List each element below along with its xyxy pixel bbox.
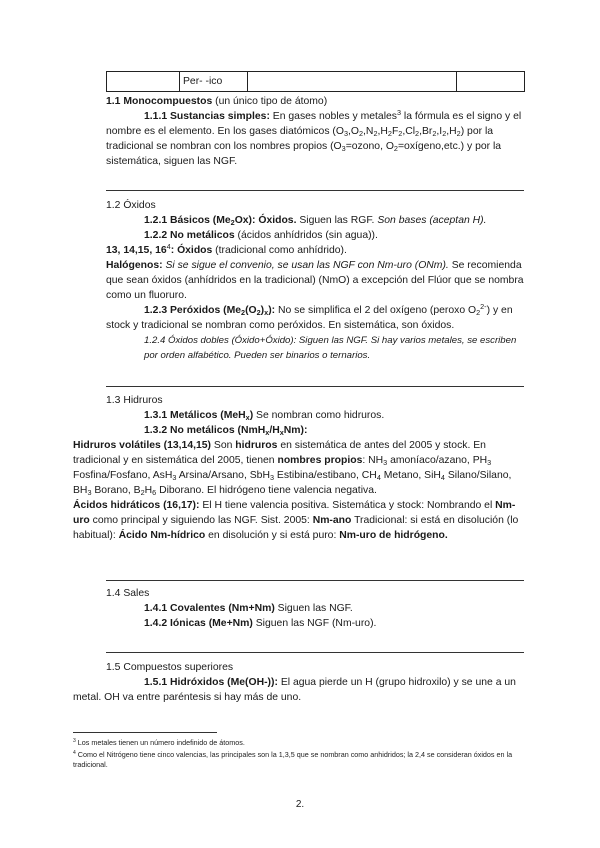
- paragraph: Hidruros volátiles (13,14,15) Son hidruros en sistemática de antes del 2005 y stock. En tradicional y en sistemática del 2005, tienen nombres propios: $NH_3$ amoníaco/azano, $PH_3$ Fosfina/Fosfano, AsH$_3$ Arsina/Arsano, SbH$_3$ Estibina/estibano, $CH_4$ Metano, SiH$_4$ Silano/Silano, $BH_3$ Borano, $B_2H_6$ Diborano. El hidrógeno tiene valencia negativa.: [73, 440, 512, 497]
- section-divider: [106, 386, 524, 387]
- paragraph: Halógenos: Si se sigue el convenio, se usan las NGF con Nm-uro (ONm). Se recomienda que sean óxidos (anhídridos en la tradicional) (NmO) a excepción del Flúor que se nombra como un fluoruro.: [106, 260, 524, 301]
- list-item: 1.4.1 Covalentes (Nm+Nm) Siguen las NGF.: [144, 603, 353, 614]
- section-1-3: [73, 393, 528, 543]
- list-item: 1.3.2 No metálicos $(NmH_x/H_xNm)$:: [144, 425, 308, 437]
- section-heading: 1.5 Compuestos superiores: [106, 662, 234, 673]
- section-1-5: [73, 660, 528, 705]
- table-divider: [456, 72, 457, 91]
- section-1-2: [106, 198, 526, 363]
- footnote-ref: 4: [166, 242, 171, 251]
- list-item: 1.2.1 Básicos $(Me_2Ox)$: Óxidos. Siguen las RGF. Son bases (aceptan H).: [144, 215, 487, 227]
- section-divider: [106, 652, 524, 653]
- paragraph: 1.5.1 Hidróxidos (Me(OH-)): El agua pierde un H (grupo hidroxilo) y se une a un metal. OH va entre paréntesis si hay más de uno.: [73, 677, 516, 703]
- paragraph: Ácidos hidráticos (16,17): El H tiene valencia positiva. Sistemática y stock: Nombrando el Nm-uro como principal y siguiendo las NGF. Sist. 2005: Nm-ano Tradicional: si está en disolución (lo habitual): Ácido Nm-hídrico en disolución y si está puro: Nm-uro de hidrógeno.: [73, 500, 519, 541]
- section-divider: [106, 580, 524, 581]
- section-heading: 1.3 Hidruros: [106, 395, 163, 406]
- section-1-4: [106, 586, 526, 631]
- table-divider: [247, 72, 248, 91]
- section-1-1: [106, 94, 526, 169]
- footnote-separator: [73, 732, 217, 733]
- page-number: 2.: [295, 799, 305, 810]
- list-item: 1.4.2 Iónicas (Me+Nm) Siguen las NGF (Nm-uro).: [144, 618, 377, 629]
- paragraph: 1.2.4 Óxidos dobles (Óxido+Óxido): Siguen las NGF. Si hay varios metales, se escriben por orden alfabético. Pueden ser binarios o ternarios.: [144, 335, 517, 361]
- list-item: 1.3.1 Metálicos (MeH$_x$) Se nombran como hidruros.: [144, 410, 385, 422]
- paragraph: 1.1.1 Sustancias simples: En gases nobles y metales$^3$ la fórmula es el signo y el nombre es el elemento. En los gases diatómicos $(O_3,O_2,N_2,H_2F_2,Cl_2,Br_2,I_2,H_2)$ por la tradicional se nombran con los nombres propios ($O_3=ozono$, $O_2=oxígeno,etc$.) y por la sistemática, siguen las NGF.: [106, 108, 522, 167]
- footnotes: [73, 738, 528, 770]
- footnote-3: $^3$ Los metales tienen un número indefinido de átomos.: [73, 738, 245, 747]
- list-item: 1.2.2 No metálicos (ácidos anhídridos (sin agua)).: [144, 230, 378, 241]
- list-item: 13, 14,15, $16^4$: Óxidos (tradicional como anhídrido).: [106, 242, 347, 256]
- table-fragment: [106, 71, 525, 92]
- section-heading: 1.2 Óxidos: [106, 200, 156, 211]
- section-heading: 1.1 Monocompuestos (un único tipo de átomo): [106, 96, 328, 107]
- section-heading: 1.4 Sales: [106, 588, 150, 599]
- table-cell-text: Per- -ico: [183, 76, 223, 87]
- table-divider: [179, 72, 180, 91]
- footnote-4: $^4$ Como el Nitrógeno tiene cinco valencias, las principales son la 1,3,5 que se nombran como anhidridos; la 2,4 se consideran óxidos en la tradicional.: [73, 750, 513, 769]
- paragraph: 1.2.3 Peróxidos $(Me_2(O_2)_x)$: No se simplifica el 2 del oxígeno (peroxo $O_2^{2-}$) y en stock y tradicional se nombran como peróxidos. En sistemática, son óxidos.: [106, 302, 513, 331]
- section-divider: [106, 190, 524, 191]
- footnote-ref: 3: [396, 108, 402, 117]
